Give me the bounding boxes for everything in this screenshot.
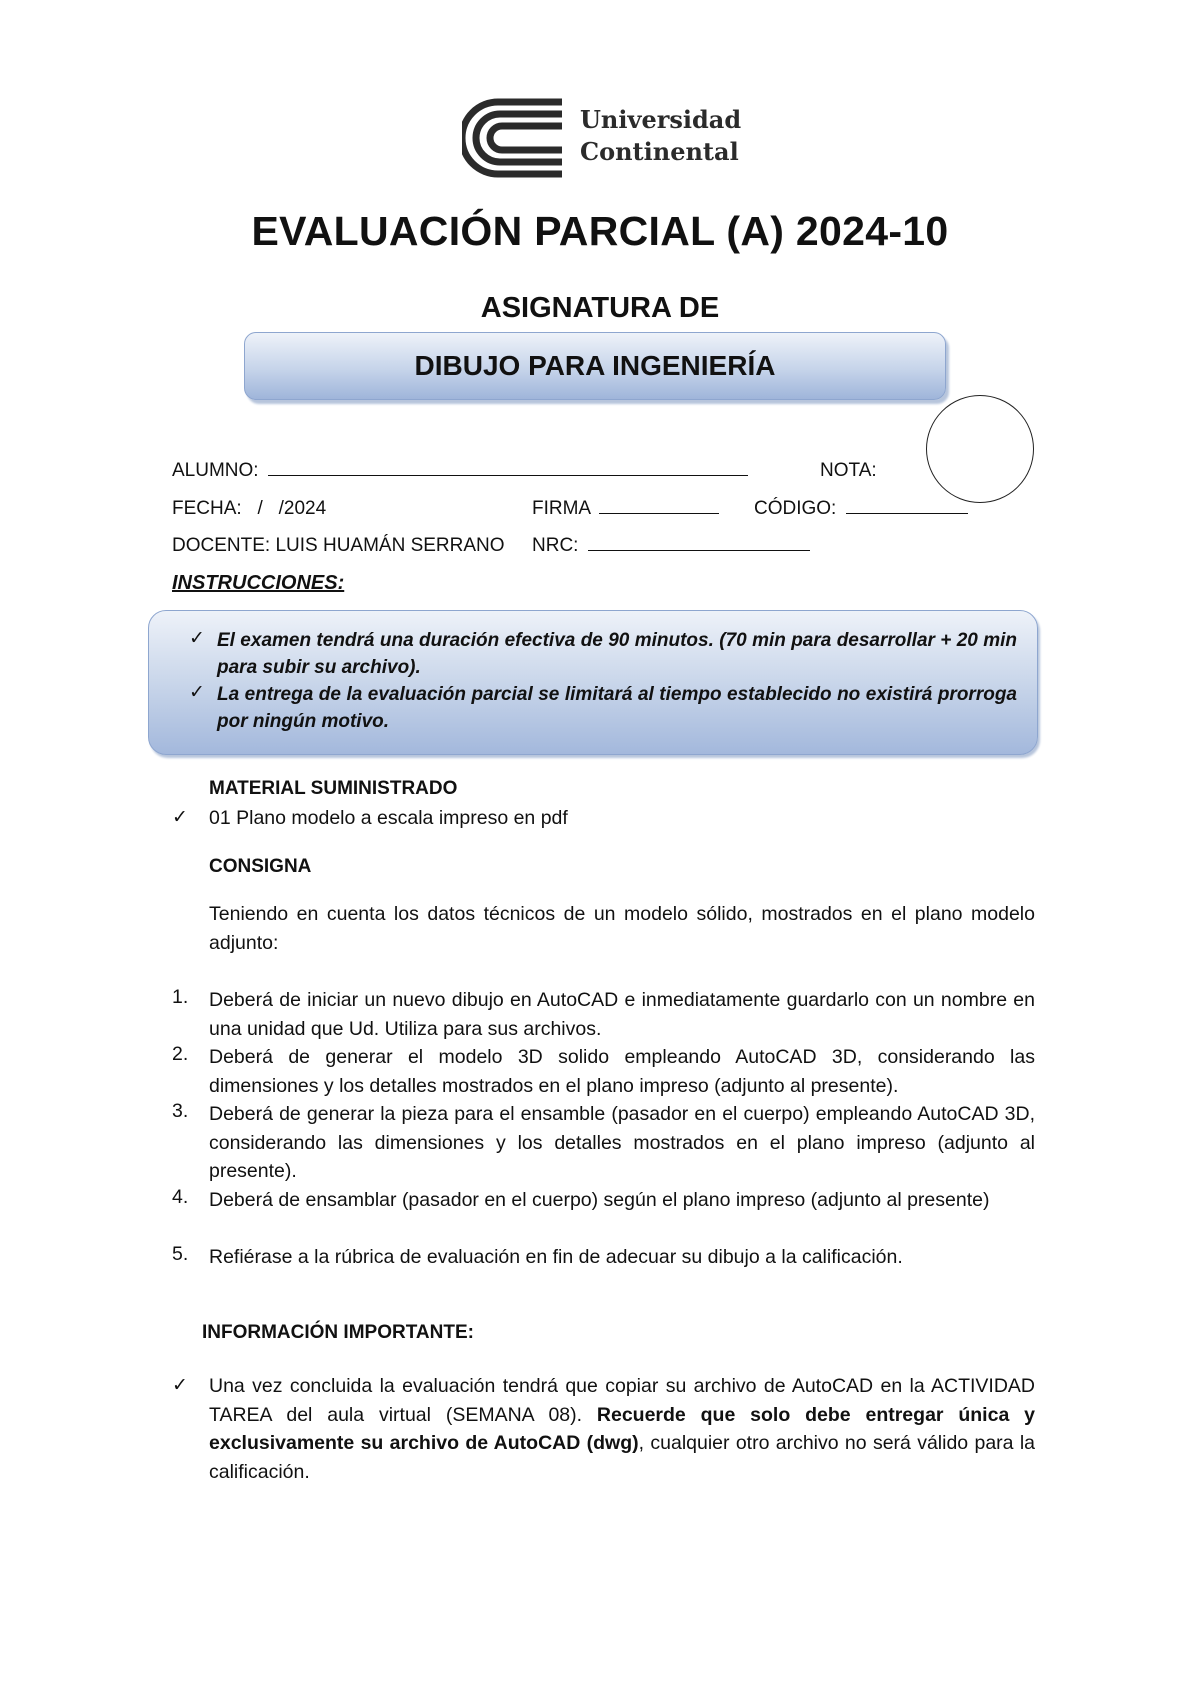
info-text-3: , cualquier otro archivo no será válido para la calificación. [209,1432,1035,1483]
list-number: 2. [172,1043,189,1065]
subject-name: DIBUJO PARA INGENIERÍA [414,350,776,381]
signature-field [532,498,719,520]
student-label: ALUMNO: [172,460,259,481]
code-line[interactable] [846,513,968,514]
info-text-1: Una vez concluida la evaluación tendrá que copiar su archivo de AutoCAD en la ACTIVIDAD TAREA del aula virtual (SEMANA 08). [209,1375,1035,1426]
date-field: FECHA: / /2024 [172,498,327,519]
signature-line[interactable] [599,513,719,514]
consigna-item: Deberá de generar el modelo 3D solido empleando AutoCAD 3D, considerando las dimensiones y los detalles mostrados en el plano impreso (adjunto al presente). [209,1046,1035,1097]
logo-line-1: Universidad [580,105,742,134]
list-number: 1. [172,986,189,1008]
student-field [172,460,748,482]
consigna-item: Deberá de iniciar un nuevo dibujo en AutoCAD e inmediatamente guardarlo con un nombre en una unidad que Ud. Utiliza para sus archivos. [209,989,1035,1040]
instruction-item: El examen tendrá una duración efectiva de 90 minutos. (70 min para desarrollar + 20 min para subir su archivo). [217,630,1017,678]
list-number: 5. [172,1243,189,1265]
consigna-intro: Teniendo en cuenta los datos técnicos de un modelo sólido, mostrados en el plano modelo adjunto: [209,903,1035,954]
info-text-bold: Recuerde que solo debe entregar única y exclusivamente su archivo de AutoCAD (dwg) [209,1403,1035,1454]
list-number: 4. [172,1186,189,1208]
logo-line-2: Continental [580,137,739,166]
grade-circle [926,395,1034,503]
check-icon: ✓ [189,682,205,703]
material-title: MATERIAL SUMINISTRADO [209,778,458,799]
consigna-item: Deberá de generar la pieza para el ensamble (pasador en el cuerpo) empleando AutoCAD 3D, considerando las dimensiones y los detalles mostrados en el plano impreso (adjunto al presente). [209,1103,1035,1182]
signature-label: FIRMA [532,498,591,519]
list-number: 3. [172,1100,189,1122]
grade-label: NOTA: [820,460,877,481]
exam-title: EVALUACIÓN PARCIAL (A) 2024-10 [251,208,949,254]
consigna-item: Deberá de ensamblar (pasador en el cuerpo) según el plano impreso (adjunto al presente) [209,1189,990,1211]
instruction-item: La entrega de la evaluación parcial se limitará al tiempo establecido no existirá prorroga por ningún motivo. [217,684,1017,732]
university-name [580,104,741,168]
code-label: CÓDIGO: [754,498,837,519]
info-paragraph [209,1372,1035,1486]
consigna-item: Refiérase a la rúbrica de evaluación en fin de adecuar su dibujo a la calificación. [209,1246,903,1268]
consigna-title: CONSIGNA [209,856,312,877]
info-title: INFORMACIÓN IMPORTANTE: [202,1322,474,1343]
nrc-line[interactable] [588,550,810,551]
nrc-field [532,535,810,557]
instructions-box [148,610,1038,755]
subject-label: ASIGNATURA DE [480,292,720,324]
instructions-heading: INSTRUCCIONES: [172,572,345,594]
material-item: 01 Plano modelo a escala impreso en pdf [209,807,568,829]
code-field [754,498,968,520]
student-name-line[interactable] [268,475,748,476]
teacher-field: DOCENTE: LUIS HUAMÁN SERRANO [172,535,505,556]
check-icon: ✓ [172,807,188,828]
nrc-label: NRC: [532,535,579,556]
check-icon: ✓ [172,1375,188,1396]
check-icon: ✓ [189,628,205,649]
subject-banner [244,332,946,400]
